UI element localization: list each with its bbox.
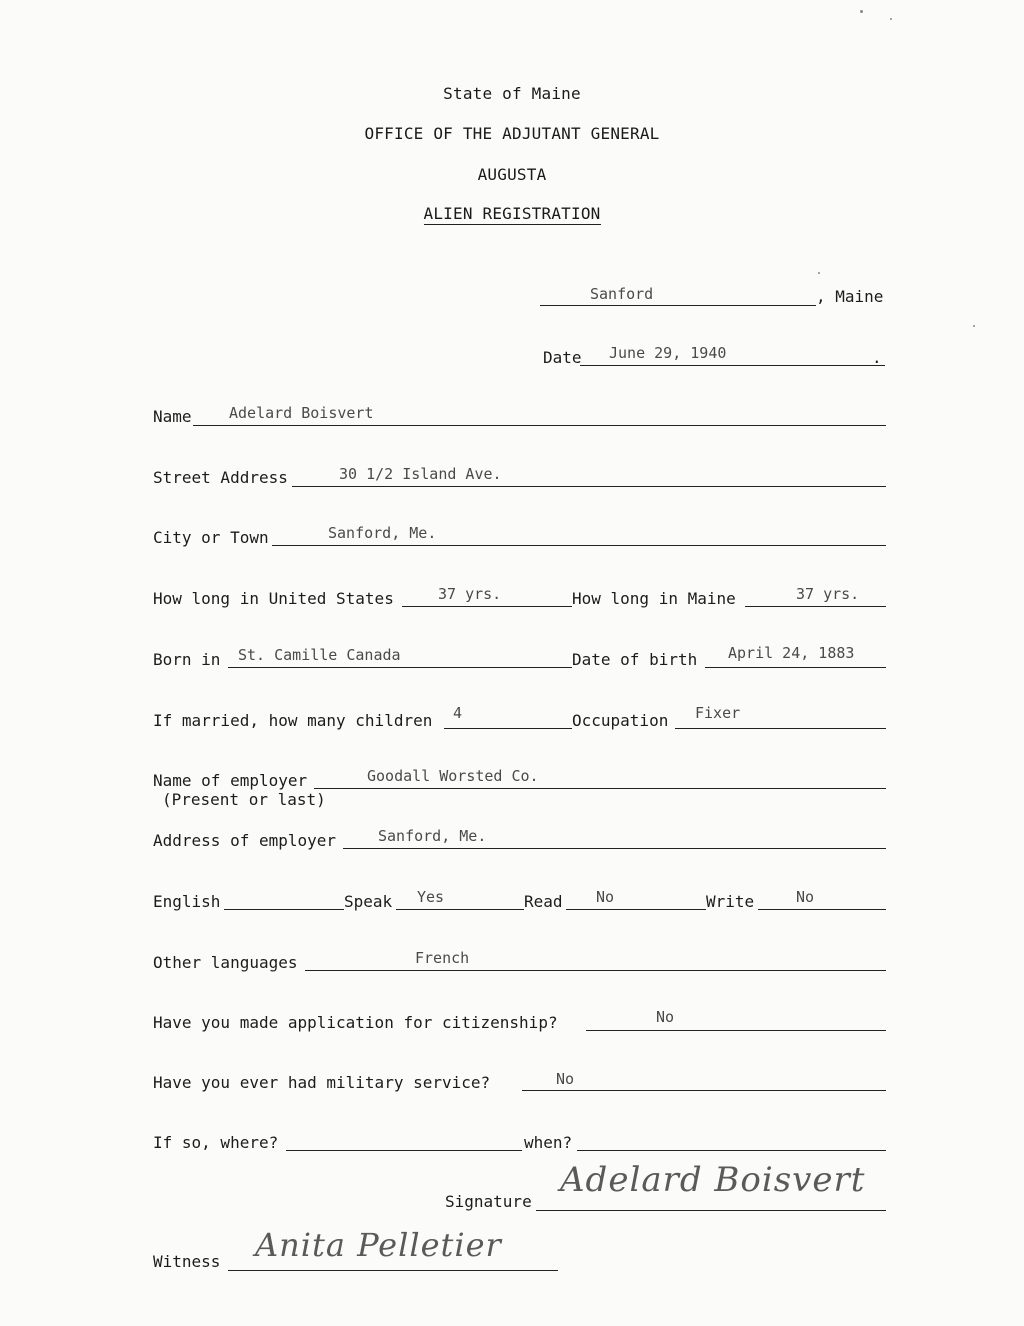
scan-speck (818, 272, 820, 274)
years-us-line (402, 606, 572, 607)
other-languages-label: Other languages (153, 953, 298, 972)
military-value: No (556, 1070, 575, 1088)
witness-handwriting: Anita Pelletier (255, 1226, 502, 1264)
years-maine-line (745, 606, 886, 607)
occupation-label: Occupation (572, 711, 669, 730)
date-label: Date (543, 348, 582, 367)
years-us-label: How long in United States (153, 589, 394, 608)
english-label: English (153, 892, 221, 911)
where-line (286, 1150, 522, 1151)
other-languages-line (305, 970, 886, 971)
witness-label: Witness (153, 1252, 221, 1271)
employer-label: Name of employer (153, 771, 308, 790)
speak-value: Yes (417, 888, 445, 906)
write-value: No (796, 888, 815, 906)
other-languages-value: French (415, 949, 470, 967)
when-line (577, 1150, 886, 1151)
employer-address-line (343, 848, 886, 849)
employer-sublabel: (Present or last) (162, 790, 326, 809)
citizenship-label: Have you made application for citizenship? (153, 1013, 558, 1032)
name-label: Name (153, 407, 192, 426)
born-in-label: Born in (153, 650, 221, 669)
witness-line (228, 1270, 558, 1271)
signature-label: Signature (445, 1192, 532, 1211)
write-line (758, 909, 886, 910)
children-value: 4 (453, 704, 463, 722)
write-label: Write (706, 892, 755, 911)
read-value: No (596, 888, 615, 906)
town-value: Sanford (590, 285, 654, 303)
city-line (272, 545, 886, 546)
office-heading: OFFICE OF THE ADJUTANT GENERAL (364, 124, 660, 143)
citizenship-line (586, 1030, 886, 1031)
english-line (224, 909, 344, 910)
city-heading: AUGUSTA (477, 165, 547, 184)
years-maine-value: 37 yrs. (796, 585, 860, 603)
signature-handwriting: Adelard Boisvert (560, 1160, 866, 1200)
birth-date-label: Date of birth (572, 650, 698, 669)
date-line (580, 365, 885, 366)
military-line (522, 1090, 886, 1091)
street-line (292, 486, 886, 487)
date-end-mark: . (872, 348, 882, 367)
state-heading: State of Maine (443, 84, 581, 103)
scan-speck (973, 325, 975, 327)
form-title (0, 204, 1024, 223)
scan-speck (860, 10, 863, 13)
where-label: If so, where? (153, 1133, 279, 1152)
speak-label: Speak (344, 892, 393, 911)
read-line (566, 909, 706, 910)
occupation-line (675, 728, 886, 729)
state-label: , Maine (816, 287, 884, 306)
city-label: City or Town (153, 528, 269, 547)
years-maine-label: How long in Maine (572, 589, 736, 608)
citizenship-value: No (656, 1008, 675, 1026)
name-value: Adelard Boisvert (229, 404, 374, 422)
children-label: If married, how many children (153, 711, 433, 730)
born-in-value: St. Camille Canada (238, 646, 401, 664)
birth-date-value: April 24, 1883 (728, 644, 855, 662)
form-title-text: ALIEN REGISTRATION (423, 204, 601, 223)
employer-address-value: Sanford, Me. (378, 827, 487, 845)
city-value: Sanford, Me. (328, 524, 437, 542)
read-label: Read (524, 892, 563, 911)
street-value: 30 1/2 Island Ave. (339, 465, 502, 483)
occupation-value: Fixer (695, 704, 741, 722)
scan-speck (890, 18, 892, 20)
military-label: Have you ever had military service? (153, 1073, 491, 1092)
signature-line (536, 1210, 886, 1211)
when-label: when? (524, 1133, 573, 1152)
name-line (193, 425, 886, 426)
children-line (444, 728, 572, 729)
birth-date-line (705, 667, 886, 668)
street-label: Street Address (153, 468, 288, 487)
town-line (540, 305, 816, 306)
speak-line (396, 909, 524, 910)
employer-line (314, 788, 886, 789)
employer-address-label: Address of employer (153, 831, 337, 850)
born-in-line (228, 667, 572, 668)
years-us-value: 37 yrs. (438, 585, 502, 603)
employer-value: Goodall Worsted Co. (367, 767, 539, 785)
date-value: June 29, 1940 (609, 344, 727, 362)
